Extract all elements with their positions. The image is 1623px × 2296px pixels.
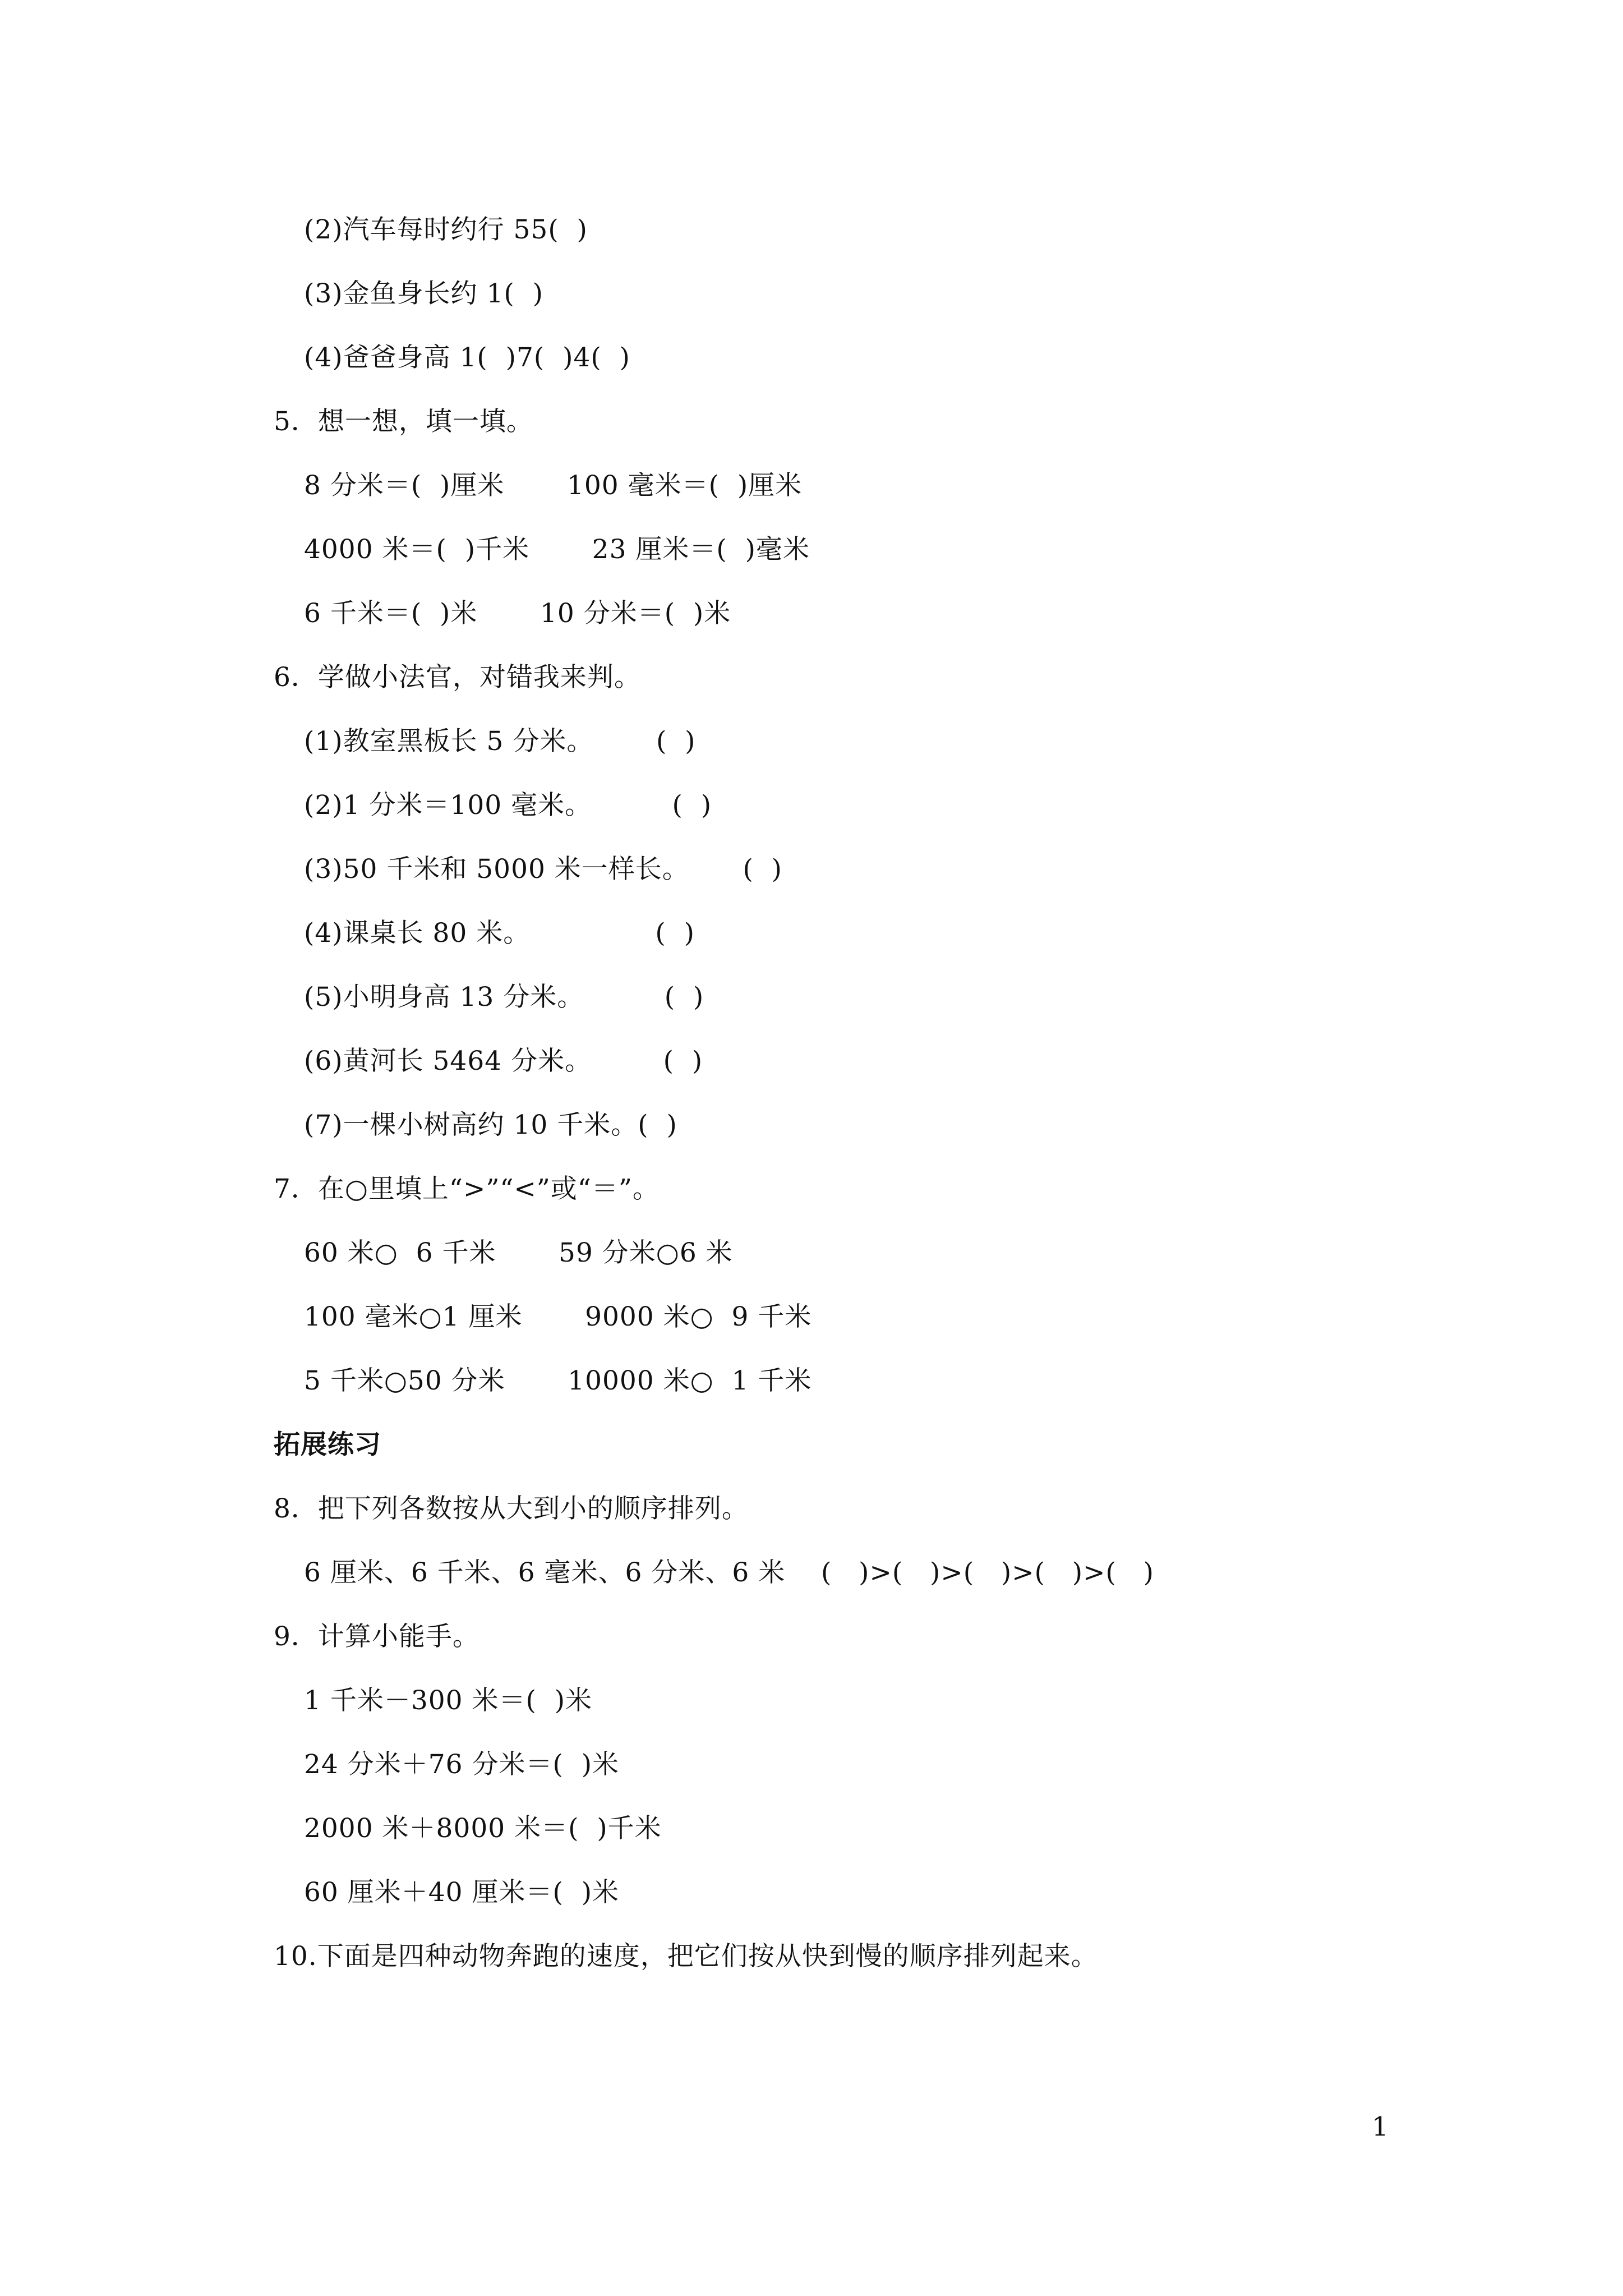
question-6-item-5: (5)小明身高 13 分米。 ( )	[304, 982, 704, 1013]
question-9-item-2: 24 分米＋76 分米＝( )米	[304, 1749, 620, 1780]
question-5-row-2: 4000 米＝( )千米 23 厘米＝( )毫米	[304, 534, 810, 565]
question-9-item-3: 2000 米＋8000 米＝( )千米	[304, 1813, 662, 1844]
question-9-item-4: 60 厘米＋40 厘米＝( )米	[304, 1877, 620, 1908]
question-4-item-2: (2)汽车每时约行 55( )	[304, 214, 588, 245]
question-4-item-4: (4)爸爸身高 1( )7( )4( )	[304, 342, 630, 373]
question-6-item-4: (4)课桌长 80 米。 ( )	[304, 918, 695, 949]
question-9-item-1: 1 千米－300 米＝( )米	[304, 1685, 593, 1716]
question-4-item-3: (3)金鱼身长约 1( )	[304, 278, 543, 309]
question-8-title: 8．把下列各数按从大到小的顺序排列。	[274, 1493, 749, 1524]
question-9-title: 9．计算小能手。	[274, 1621, 479, 1652]
question-5-row-1: 8 分米＝( )厘米 100 毫米＝( )厘米	[304, 470, 803, 501]
question-6-title: 6．学做小法官，对错我来判。	[274, 662, 641, 693]
question-6-item-2: (2)1 分米＝100 毫米。 ( )	[304, 790, 712, 821]
question-5-row-3: 6 千米＝( )米 10 分米＝( )米	[304, 598, 731, 629]
question-10-title: 10.下面是四种动物奔跑的速度，把它们按从快到慢的顺序排列起来。	[274, 1941, 1098, 1972]
question-8-row: 6 厘米、6 千米、6 毫米、6 分米、6 米 ( )>( )>( )>( )>( )	[304, 1557, 1154, 1588]
section-heading-extension: 拓展练习	[274, 1429, 381, 1460]
question-6-item-1: (1)教室黑板长 5 分米。 ( )	[304, 726, 696, 757]
question-7-row-1: 60 米○ 6 千米 59 分米○6 米	[304, 1237, 733, 1268]
page-number: 1	[1372, 2111, 1389, 2142]
question-6-item-3: (3)50 千米和 5000 米一样长。 ( )	[304, 854, 783, 885]
question-5-title: 5．想一想，填一填。	[274, 406, 533, 437]
question-6-item-7: (7)一棵小树高约 10 千米。( )	[304, 1110, 677, 1140]
question-7-title: 7．在○里填上“>”“<”或“＝”。	[274, 1174, 660, 1204]
question-7-row-3: 5 千米○50 分米 10000 米○ 1 千米	[304, 1365, 812, 1396]
question-7-row-2: 100 毫米○1 厘米 9000 米○ 9 千米	[304, 1301, 812, 1332]
question-6-item-6: (6)黄河长 5464 分米。 ( )	[304, 1046, 703, 1076]
